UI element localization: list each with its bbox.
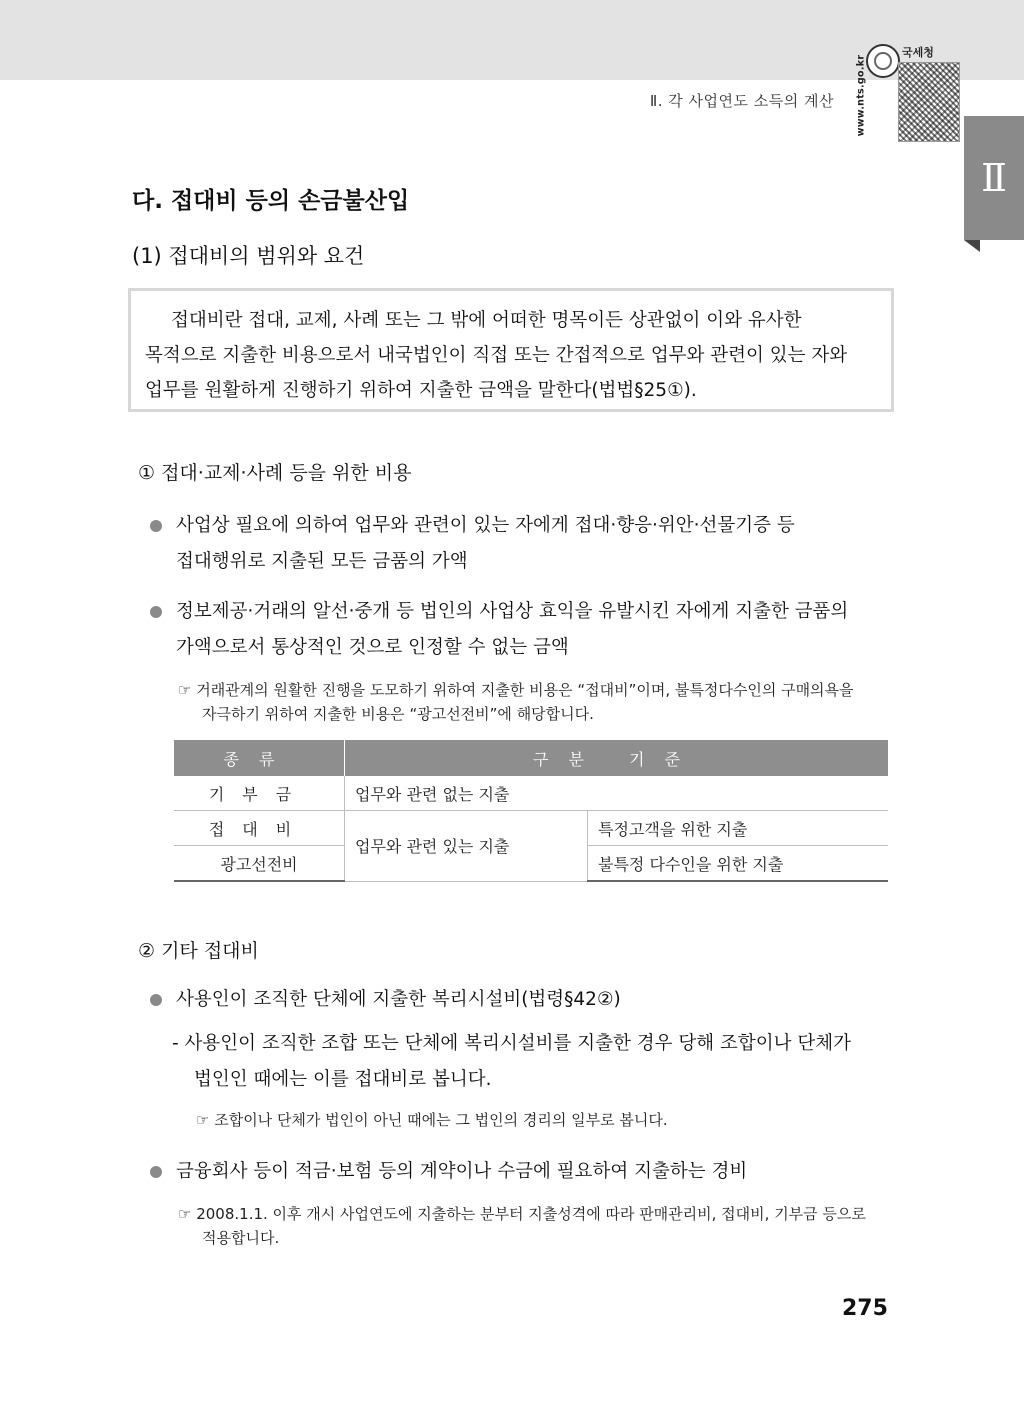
emblem-icon <box>866 44 900 78</box>
item2-heading: ② 기타 접대비 <box>138 940 259 962</box>
item2-dash-item <box>172 1026 851 1098</box>
classification-table <box>174 740 888 882</box>
agency-url-text: www.nts.go.kr <box>855 54 867 137</box>
bullet-dot-icon <box>150 520 162 532</box>
table-cell-category: 광고선전비 <box>174 846 345 882</box>
table-header-category: 종류 <box>174 740 345 776</box>
agency-seal <box>855 44 960 142</box>
note-line: ☞ 2008.1.1. 이후 개시 사업연도에 지출하는 분부터 지출성격에 따라 판매관리비, 접대비, 기부금 등으로 <box>178 1205 866 1223</box>
bullet-dot-icon <box>150 1166 162 1178</box>
bullet-line: 가액으로서 통상적인 것으로 인정할 수 없는 금액 <box>176 637 569 658</box>
section-title: 다. 접대비 등의 손금불산입 <box>132 188 410 214</box>
item1-heading: ① 접대·교제·사례 등을 위한 비용 <box>138 462 412 484</box>
note-line: ☞ 거래관계의 원활한 진행을 도모하기 위하여 지출한 비용은 “접대비”이며, 불특정다수인의 구매의욕을 <box>178 681 854 699</box>
item2-note1 <box>196 1108 668 1132</box>
definition-text <box>145 303 877 408</box>
bullet-line: 사업상 필요에 의하여 업무와 관련이 있는 자에게 접대·향응·위안·선물기증 등 <box>176 515 795 536</box>
table-cell-category: 접대비 <box>174 811 345 846</box>
chapter-tab-notch <box>964 240 980 252</box>
definition-line: 업무를 원활하게 진행하기 위하여 지출한 금액을 말한다(법법§25①). <box>145 380 697 401</box>
qr-code-icon <box>898 62 960 142</box>
table-header-row <box>174 740 888 776</box>
bullet-text <box>176 594 892 666</box>
table-cell-detail: 특정고객을 위한 지출 <box>588 811 889 846</box>
table-cell-criterion: 업무와 관련 없는 지출 <box>345 776 889 811</box>
dash-line: 법인인 때에는 이를 접대비로 봅니다. <box>194 1069 492 1090</box>
table-cell-category: 기부금 <box>174 776 345 811</box>
bullet-dot-icon <box>150 994 162 1006</box>
agency-name: 국세청 <box>902 46 934 59</box>
bullet-line: 금융회사 등이 적금·보험 등의 계약이나 수금에 필요하여 지출하는 경비 <box>176 1161 748 1182</box>
table-row <box>174 811 888 846</box>
bullet-line: 사용인이 조직한 단체에 지출한 복리시설비(법령§42②) <box>176 989 621 1010</box>
table-cell-criterion: 업무와 관련 있는 지출 <box>345 811 588 882</box>
dash-line: - 사용인이 조직한 조합 또는 단체에 복리시설비를 지출한 경우 당해 조합이나 단체가 <box>172 1033 851 1054</box>
definition-line: 목적으로 지출한 비용으로서 내국법인이 직접 또는 간접적으로 업무와 관련이 있는 자와 <box>145 345 848 366</box>
chapter-tab <box>964 116 1024 240</box>
bullet-dot-icon <box>150 606 162 618</box>
bullet-text <box>176 982 892 1018</box>
section-subtitle: (1) 접대비의 범위와 요건 <box>132 244 365 268</box>
definition-line: 접대비란 접대, 교제, 사례 또는 그 밖에 어떠한 명목이든 상관없이 이와 유사한 <box>171 310 802 331</box>
definition-box <box>128 288 894 412</box>
page-number: 275 <box>842 1296 888 1321</box>
bullet-text <box>176 1154 892 1190</box>
table-row <box>174 776 888 811</box>
note-line: ☞ 조합이나 단체가 법인이 아닌 때에는 그 법인의 경리의 일부로 봅니다. <box>196 1111 668 1129</box>
running-title: Ⅱ. 각 사업연도 소득의 계산 <box>649 92 834 110</box>
table-cell-detail: 불특정 다수인을 위한 지출 <box>588 846 889 882</box>
item1-note <box>178 678 854 726</box>
item2-note2 <box>178 1202 866 1250</box>
note-line: 자극하기 위하여 지출한 비용은 “광고선전비”에 해당합니다. <box>202 705 594 723</box>
chapter-tab-label: Ⅱ <box>981 156 1007 200</box>
table-header-criterion: 구분 기준 <box>345 740 889 776</box>
bullet-line: 접대행위로 지출된 모든 금품의 가액 <box>176 551 468 572</box>
bullet-text <box>176 508 892 580</box>
note-line: 적용합니다. <box>202 1229 280 1247</box>
bullet-line: 정보제공·거래의 알선·중개 등 법인의 사업상 효익을 유발시킨 자에게 지출한 금품의 <box>176 601 849 622</box>
